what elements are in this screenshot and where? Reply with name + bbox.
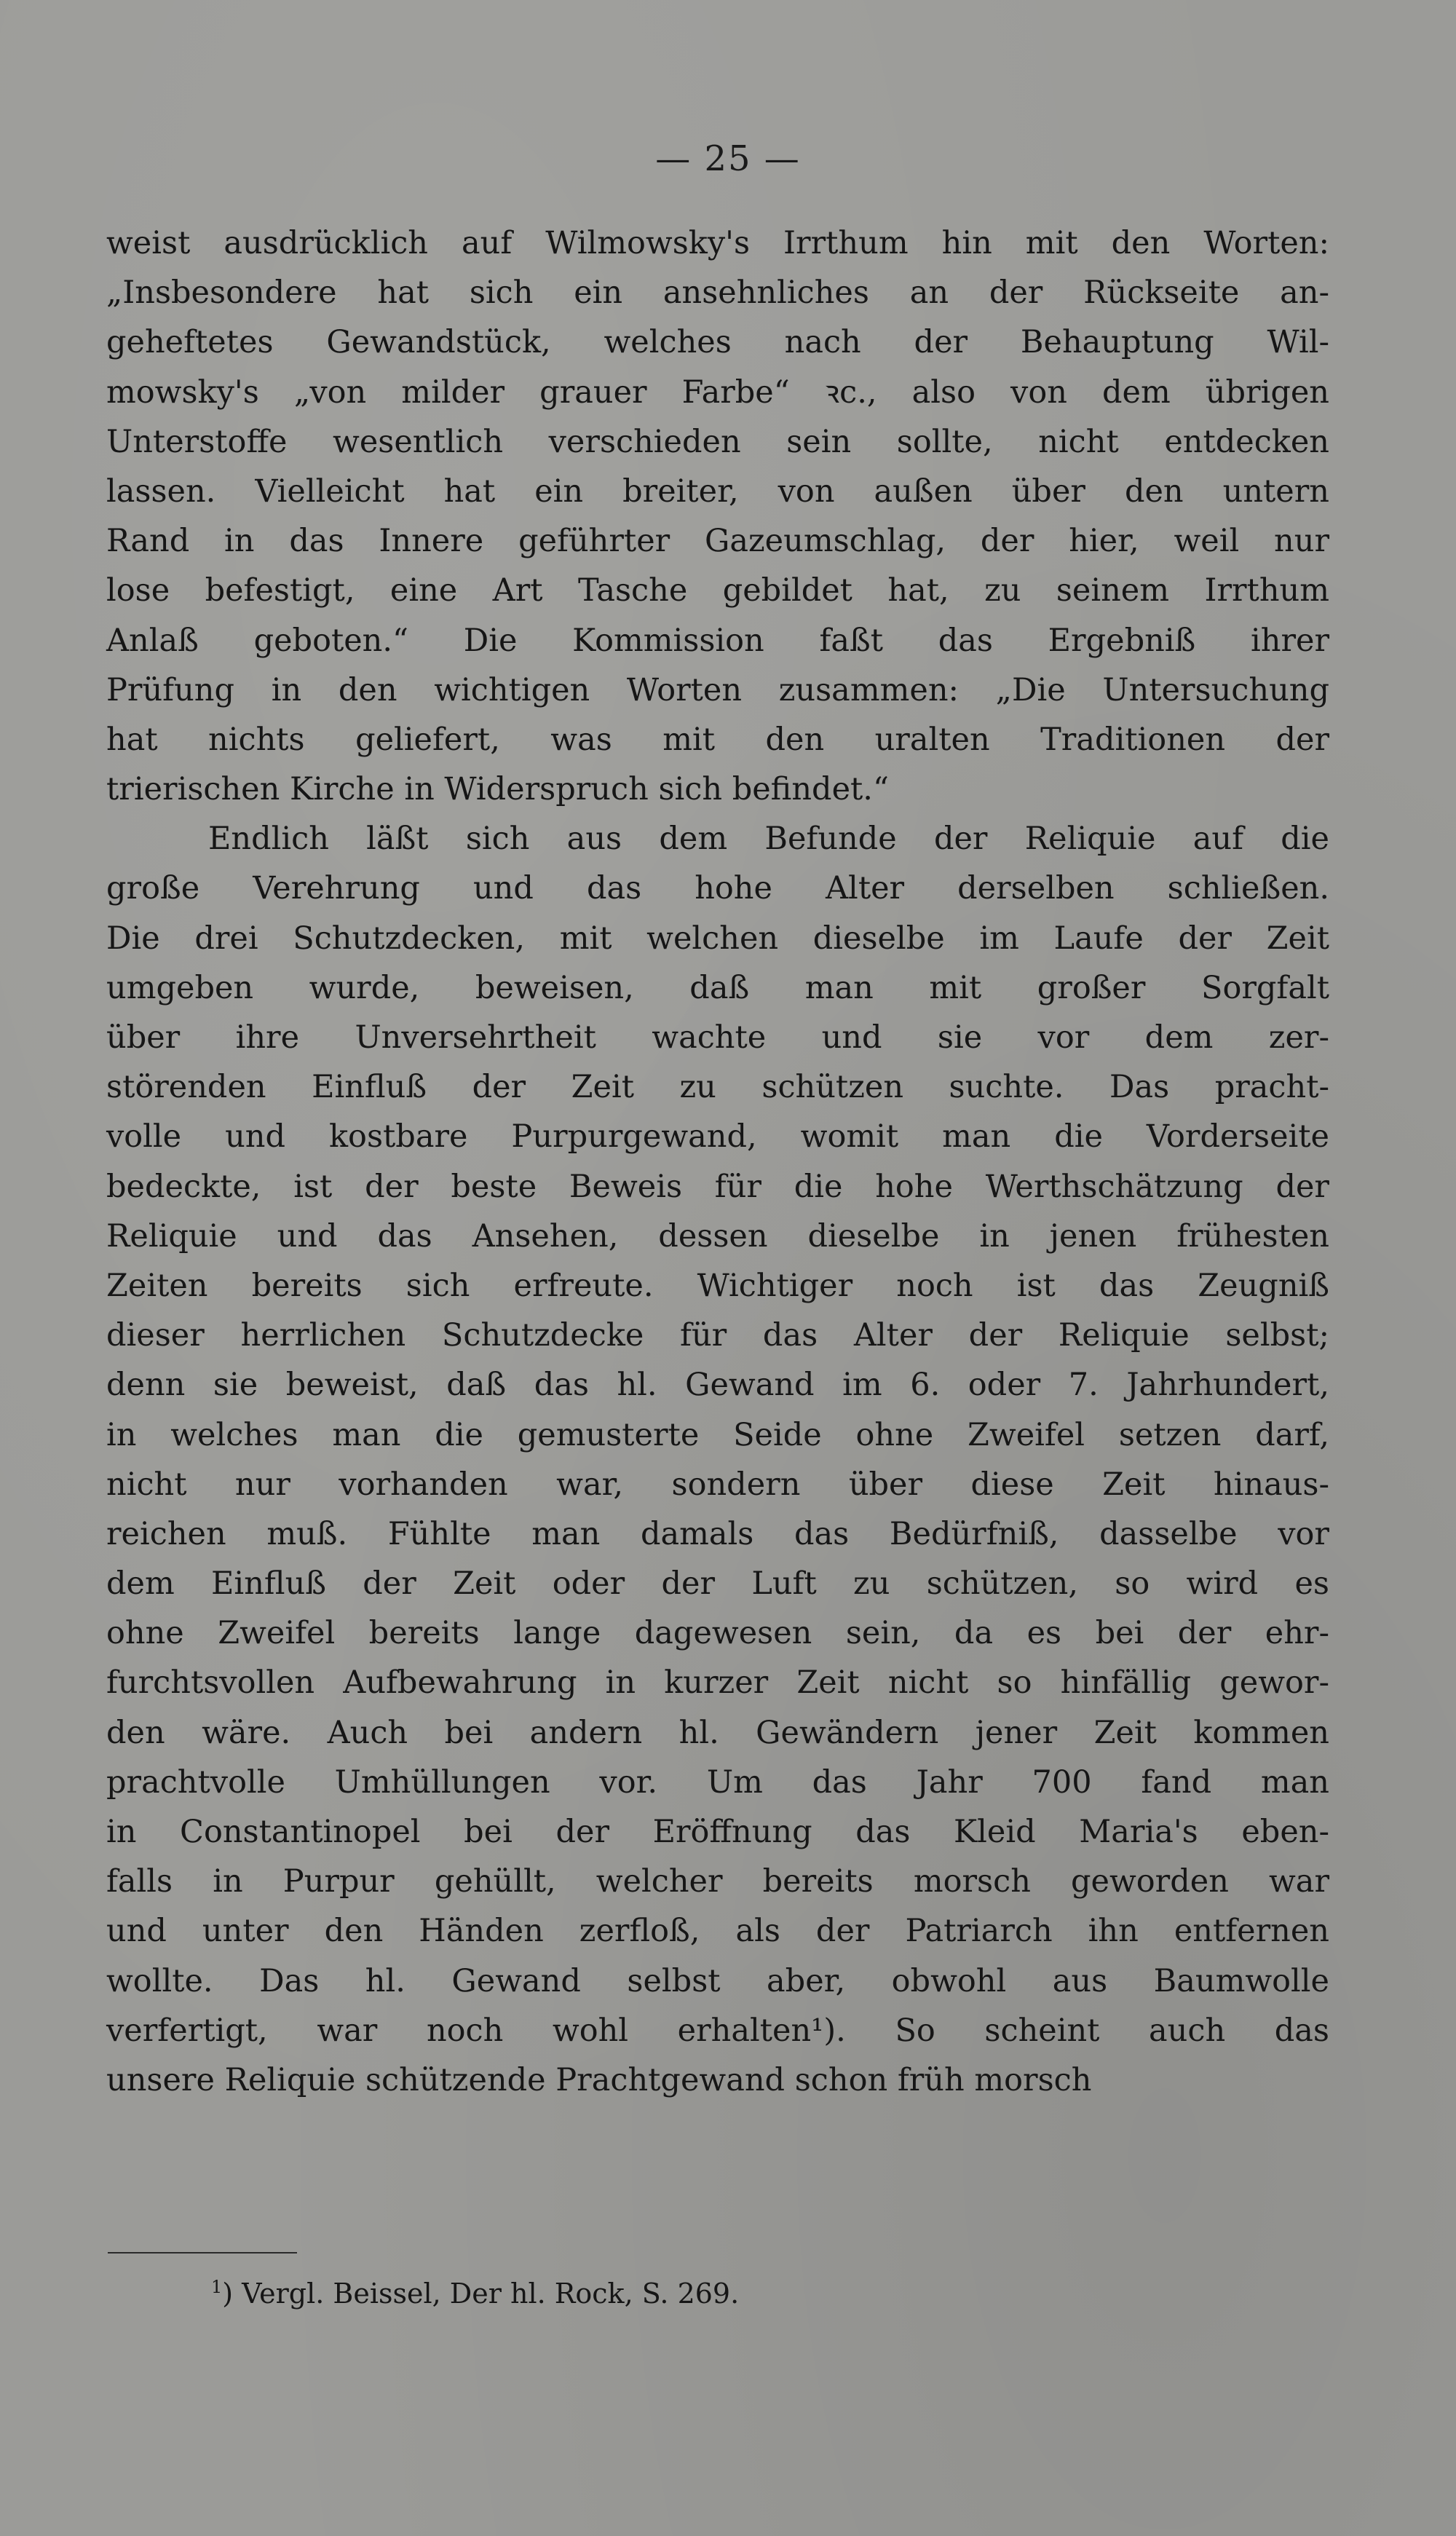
text-line: „Insbesondere hat sich ein ansehnliches an der Rückseite an- [106, 274, 1329, 312]
text-line: störenden Einfluß der Zeit zu schützen suchte. Das pracht- [106, 1069, 1329, 1106]
text-line: den wäre. Auch bei andern hl. Gewändern jener Zeit kommen [106, 1714, 1329, 1751]
footnote-divider [108, 2252, 297, 2253]
text-line: geheftetes Gewandstück, welches nach der Behauptung Wil- [106, 324, 1329, 361]
text-line: große Verehrung und das hohe Alter derselben schließen. [106, 870, 1329, 907]
text-line: mowsky's „von milder grauer Farbe“ ꝛc., also von dem übrigen [106, 374, 1329, 411]
text-line: und unter den Händen zerfloß, als der Patriarch ihn entfernen [106, 1913, 1329, 1950]
text-line: prachtvolle Umhüllungen vor. Um das Jahr 700 fand man [106, 1763, 1329, 1801]
text-line: unsere Reliquie schützende Prachtgewand schon früh morsch [106, 2061, 1092, 2098]
text-line: Die drei Schutzdecken, mit welchen dieselbe im Laufe der Zeit [106, 920, 1329, 957]
text-line: verfertigt, war noch wohl erhalten¹). So scheint auch das [106, 2012, 1329, 2049]
text-line: lose befestigt, eine Art Tasche gebildet hat, zu seinem Irrthum [106, 572, 1329, 609]
text-line: Zeiten bereits sich erfreute. Wichtiger noch ist das Zeugniß [106, 1267, 1329, 1304]
text-line: denn sie beweist, daß das hl. Gewand im 6. oder 7. Jahrhundert, [106, 1367, 1329, 1404]
text-line: hat nichts geliefert, was mit den uralten Traditionen der [106, 721, 1329, 758]
text-line: umgeben wurde, beweisen, daß man mit großer Sorgfalt [106, 969, 1329, 1006]
text-line: reichen muß. Fühlte man damals das Bedürfniß, dasselbe vor [106, 1515, 1329, 1552]
text-line: in Constantinopel bei der Eröffnung das Kleid Maria's eben- [106, 1814, 1329, 1850]
text-line: Prüfung in den wichtigen Worten zusammen: „Die Untersuchung [106, 671, 1329, 708]
text-line: Anlaß geboten.“ Die Kommission faßt das Ergebniß ihrer [106, 622, 1329, 659]
text-line: dieser herrlichen Schutzdecke für das Alter der Reliquie selbst; [106, 1317, 1329, 1354]
text-line: nicht nur vorhanden war, sondern über diese Zeit hinaus- [106, 1466, 1329, 1503]
text-line: Reliquie und das Ansehen, dessen dieselbe in jenen frühesten [106, 1217, 1329, 1255]
text-line: dem Einfluß der Zeit oder der Luft zu schützen, so wird es [106, 1565, 1329, 1603]
text-line: ohne Zweifel bereits lange dagewesen sein, da es bei der ehr- [106, 1615, 1329, 1652]
footnote-text: ) Vergl. Beissel, Der hl. Rock, S. 269. [222, 2278, 740, 2310]
text-line: weist ausdrücklich auf Wilmowsky's Irrthum hin mit den Worten: [106, 225, 1329, 261]
text-line: lassen. Vielleicht hat ein breiter, von außen über den untern [106, 473, 1329, 510]
text-line: trierischen Kirche in Widerspruch sich befindet.“ [106, 771, 889, 808]
text-line: falls in Purpur gehüllt, welcher bereits morsch geworden war [106, 1863, 1329, 1900]
text-line: furchtsvollen Aufbewahrung in kurzer Zeit nicht so hinfällig gewor- [106, 1664, 1329, 1702]
text-line: Endlich läßt sich aus dem Befunde der Reliquie auf die [208, 821, 1329, 858]
text-line: über ihre Unversehrtheit wachte und sie vor dem zer- [106, 1019, 1329, 1056]
text-line: volle und kostbare Purpurgewand, womit man die Vorderseite [106, 1118, 1329, 1156]
text-line: Rand in das Innere geführter Gazeumschlag, der hier, weil nur [106, 523, 1329, 560]
text-line: in welches man die gemusterte Seide ohne Zweifel setzen darf, [106, 1416, 1329, 1453]
page-number: — 25 — [655, 138, 801, 179]
text-line: Unterstoffe wesentlich verschieden sein sollte, nicht entdecken [106, 423, 1329, 460]
text-line: bedeckte, ist der beste Beweis für die hohe Werthschätzung der [106, 1168, 1329, 1205]
text-line: wollte. Das hl. Gewand selbst aber, obwohl aus Baumwolle [106, 1962, 1329, 1999]
footnote [211, 2272, 739, 2315]
body-text [106, 218, 1329, 2105]
footnote-marker: 1 [211, 2277, 223, 2297]
